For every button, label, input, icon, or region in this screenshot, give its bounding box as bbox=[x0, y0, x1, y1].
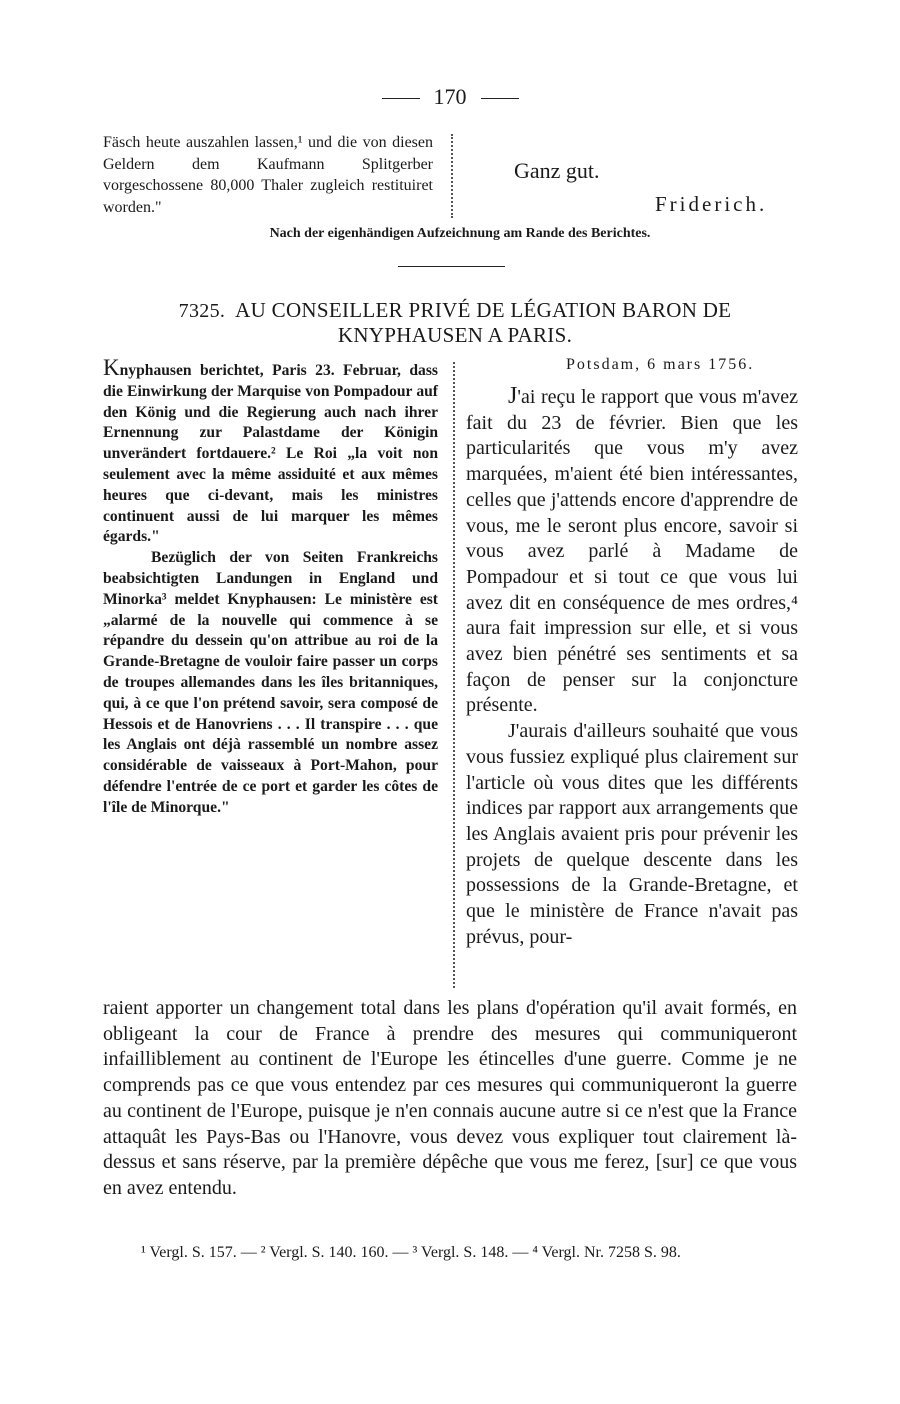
signature: Friderich. bbox=[655, 192, 768, 216]
source-note: Nach der eigenhändigen Aufzeichnung am Rande des Berichtes. bbox=[269, 226, 651, 241]
letter-paragraph-1 bbox=[466, 384, 798, 719]
page-number bbox=[0, 84, 900, 110]
continued-report-paragraph: Fäsch heute auszahlen lassen,¹ und die von diesen Geldern dem Kaufmann Splitgerber vorgeschossene 80,000 Thaler zugleich restituiret worden." bbox=[103, 134, 433, 216]
letter-paragraph-2: J'aurais d'ailleurs souhaité que vous vous fussiez expliqué plus clairement sur l'article où vous dites que les différents indices par rapport aux arrangements que les Anglais avaient pris pour prévenir les projets de quelque descente dans les possessions de la Grande-Bretagne, et que le ministère de France n'avait pas prévus, pour- bbox=[466, 720, 798, 948]
summary-initial: K bbox=[103, 355, 120, 380]
footnotes bbox=[103, 1241, 797, 1264]
document-heading bbox=[120, 298, 790, 347]
continued-report-text bbox=[103, 132, 433, 218]
footnotes-text: ¹ Vergl. S. 157. — ² Vergl. S. 140. 160. — ³ Vergl. S. 148. — ⁴ Vergl. Nr. 7258 S. 98. bbox=[141, 1244, 681, 1261]
page-number-text: 170 bbox=[433, 84, 467, 109]
page-number-dash-right bbox=[481, 98, 519, 99]
marginal-note: Ganz gut. bbox=[514, 158, 600, 183]
page-number-dash-left bbox=[382, 98, 420, 99]
report-summary bbox=[103, 355, 438, 819]
column-divider-top bbox=[451, 134, 453, 218]
section-rule bbox=[398, 266, 505, 267]
column-divider-main bbox=[453, 362, 455, 988]
summary-paragraph-1-text: nyphausen berichtet, Paris 23. Februar, dass die Einwirkung der Marquise von Pompadour auf den König und die Regierung auch nach ihrer Ernennung zur Palastdame der Königin unverändert fortdauere.² Le Roi „la voit non seulement avec la même assiduité et aux mêmes heures que ci-devant, mais les ministres continuent aussi de lui marquer les mêmes égards." bbox=[103, 362, 438, 546]
letter-column bbox=[466, 384, 798, 950]
letter-continuation bbox=[103, 996, 797, 1202]
summary-paragraph-2: Bezüglich der von Seiten Frankreichs beabsichtigten Landungen in England und Minorka³ meldet Knyphausen: Le ministère est „alarmé de la nouvelle qui commence à se répandre du dessein qu'on attribue au roi de la Grande-Bretagne de vouloir faire passer un corps de troupes allemandes dans les îles britanniques, qui, à ce que l'on prétend savoir, sera composé de Hessois et de Hanovriens . . . Il transpire . . . que les Anglais ont déjà rassemblé un nombre assez considérable de vaisseaux à Port-Mahon, pour défendre l'entrée de ce port et garder les côtes de l'île de Minorque." bbox=[103, 549, 438, 816]
summary-paragraph-1 bbox=[103, 355, 438, 548]
document-title: AU CONSEILLER PRIVÉ DE LÉGATION BARON DE KNYPHAUSEN A PARIS. bbox=[235, 298, 732, 347]
letter-dateline: Potsdam, 6 mars 1756. bbox=[566, 356, 755, 373]
letter-paragraph-1-text: 'ai reçu le rapport que vous m'avez fait du 23 de février. Bien que les particularités que vous m'y avez marquées, m'aient été bien intéressantes, celles que j'attends encore d'apprendre de vous, me le seront plus encore, savoir si vous avez parlé à Madame de Pompadour et si tout ce que vous lui avez dit en conséquence de mes ordres,⁴ aura fait impression sur elle, et si vous avez bien pénétré ses sentiments et sa façon de penser sur la conjoncture présente. bbox=[466, 386, 798, 717]
letter-initial: J bbox=[508, 383, 518, 409]
document-number: 7325. bbox=[178, 300, 226, 322]
letter-paragraph-2-continued: raient apporter un changement total dans les plans d'opération qu'il avait formés, en obligeant la cour de France à prendre des mesures qui communiqueront infailliblement au continent de l'Europe les étincelles d'une guerre. Comme je ne comprends pas ce que vous entendez par ces mesures qui communiqueront la guerre au continent de l'Europe, puisque je n'en connais aucune autre si ce n'est que la France attaquât les Pays-Bas ou l'Hanovre, vous devez vous expliquer tout clairement là-dessus et sans réserve, par la première dépêche que vous me ferez, [sur] ce que vous en avez entendu. bbox=[103, 997, 797, 1199]
